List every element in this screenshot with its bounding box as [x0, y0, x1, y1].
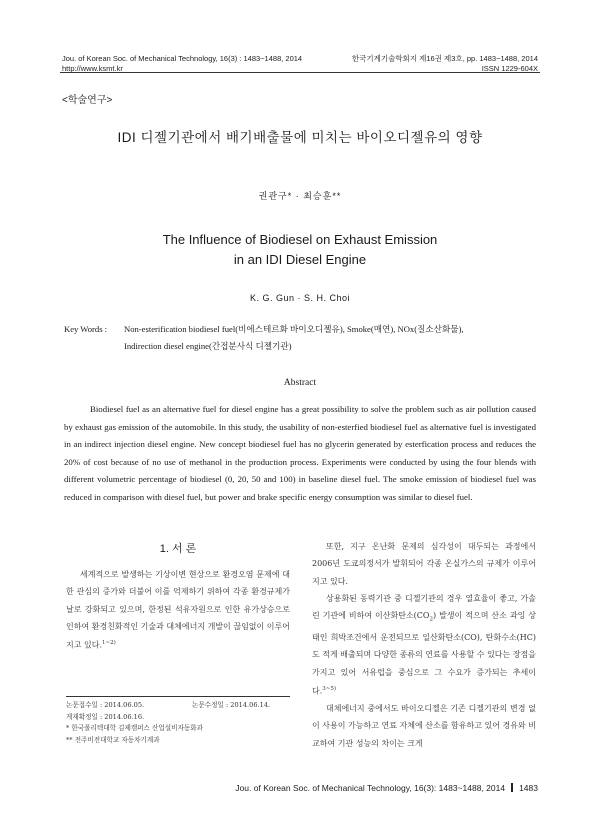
right-paragraph-3: 대체에너지 중에서도 바이오디젤은 기존 디젤기관의 변경 없이 사용이 가능하고 연료 자체에 산소를 함유하고 있어 경유와 비교하여 기관 성능의 차이는 크게 [312, 703, 536, 748]
keywords-label: Key Words : [64, 324, 108, 334]
header-citation-ko: 한국기계기술학회지 제16권 제3호, pp. 1483~1488, 2014 [351, 54, 538, 63]
right-paragraph-1: 또한, 지구 온난화 문제의 심각성이 대두되는 과정에서 2006년 도쿄의정서가 발휘되어 각종 온실가스의 규제가 이루어지고 있다. [312, 542, 536, 586]
keywords-list [124, 321, 544, 355]
revised-date: 논문수정일 : 2014.06.14. [192, 701, 271, 709]
affiliation-2: ** 전주비전대학교 자동차기계과 [66, 736, 160, 745]
citation-ref: 3~5) [322, 685, 337, 692]
right-paragraph-2 [312, 590, 536, 700]
title-english-line1: The Influence of Biodiesel on Exhaust Emission [162, 232, 438, 247]
title-korean: IDI 디젤기관에서 배기배출물에 미치는 바이오디젤유의 영향 [117, 130, 483, 145]
keywords-line2: Indirection diesel engine(간접분사식 디젤기관) [124, 341, 292, 351]
right-p2-text-a: 상용화된 동력기관 중 디젤기관의 경우 열효율이 좋고, 가솔린 기관에 비하여 이산화탄소(CO [312, 593, 536, 621]
accepted-date: 게재확정일 : 2014.06.16. [66, 712, 145, 721]
abstract-heading: Abstract [283, 378, 317, 388]
page-number: 1483 [519, 783, 538, 793]
received-date: 논문접수일 : 2014.06.05. [66, 701, 145, 709]
right-p2-text-b: ) 발생이 적으며 산소 과잉 상태인 희박조건에서 운전되므로 일산화탄소(CO), 탄화수소(HC)도 적게 배출되며 다양한 종류의 연료를 사용할 수 있다는 장점을 가지고 있어 서유럽을 중심으로 그 수요가 증가되는 추세이다. [312, 611, 537, 696]
abstract-text: Biodiesel fuel as an alternative fuel for diesel engine has a great possibility to solve the problem such as air pollution caused by exhaust gas emission of the automobile. In this study, the usability of non-esterfied biodiesel fuel as alternative fuel is investigated in an indirect injection diesel engine. New concept biodiesel fuel has no glycerin generated by esterfication process and reduces the 20% of cost because of no use of methanol in the production process. Experiments were conducted by using the four blends with different volumetric percentage of biodiesel (0, 20, 50 and 100) in baseline diesel fuel. The smoke emission of biodiesel fuel was reduced in comparison with diesel fuel, but power and brake specific energy consumption was similar to diesel fuel. [64, 404, 536, 502]
header-citation: Jou. of Korean Soc. of Mechanical Technology, 16(3) : 1483~1488, 2014 [62, 54, 303, 63]
footer-journal: Jou. of Korean Soc. of Mechanical Technology, 16(3): 1483~1488, 2014 [235, 783, 506, 793]
title-english-line2: in an IDI Diesel Engine [233, 252, 367, 267]
keywords-line1: Non-esterification biodiesel fuel(비에스테르화 바이오디젤유), Smoke(매연), NOx(질소산화물), [124, 324, 464, 334]
footnote-dates [66, 700, 296, 712]
footer-divider [511, 783, 513, 792]
header-url: http://www.ksmt.kr [62, 64, 123, 73]
running-header-left [62, 54, 302, 74]
page-footer [235, 783, 538, 793]
intro-text: 세계적으로 발생하는 기상이변 현상으로 환경오염 문제에 대한 관심의 증가와 더불어 이를 억제하기 위하여 각종 환경규제가 날로 강화되고 있으며, 한정된 석유자원으로 인한 유가상승으로 인하여 환경친화적인 기술과 대체에너지 개발이 끊임없이 이루어지고 있다. [66, 570, 290, 650]
authors-korean: 권관구* · 최승훈** [258, 191, 342, 201]
title-english [0, 230, 600, 270]
citation-ref: 1~2) [102, 640, 116, 647]
header-rule [60, 72, 540, 73]
intro-paragraph [66, 566, 290, 654]
authors-english: K. G. Gun · S. H. Choi [249, 293, 351, 303]
affiliation-1: * 한국폴리텍대학 김제캠퍼스 산업설비자동화과 [66, 724, 203, 733]
footnote-rule [66, 696, 290, 697]
footnotes [66, 700, 296, 747]
header-issn: ISSN 1229-604X [481, 64, 538, 73]
article-category: <학술연구> [62, 95, 113, 106]
section-heading: 1. 서 론 [159, 543, 197, 555]
right-column [312, 538, 536, 752]
running-header-right [352, 54, 538, 74]
co2-subscript: 2 [429, 616, 433, 623]
